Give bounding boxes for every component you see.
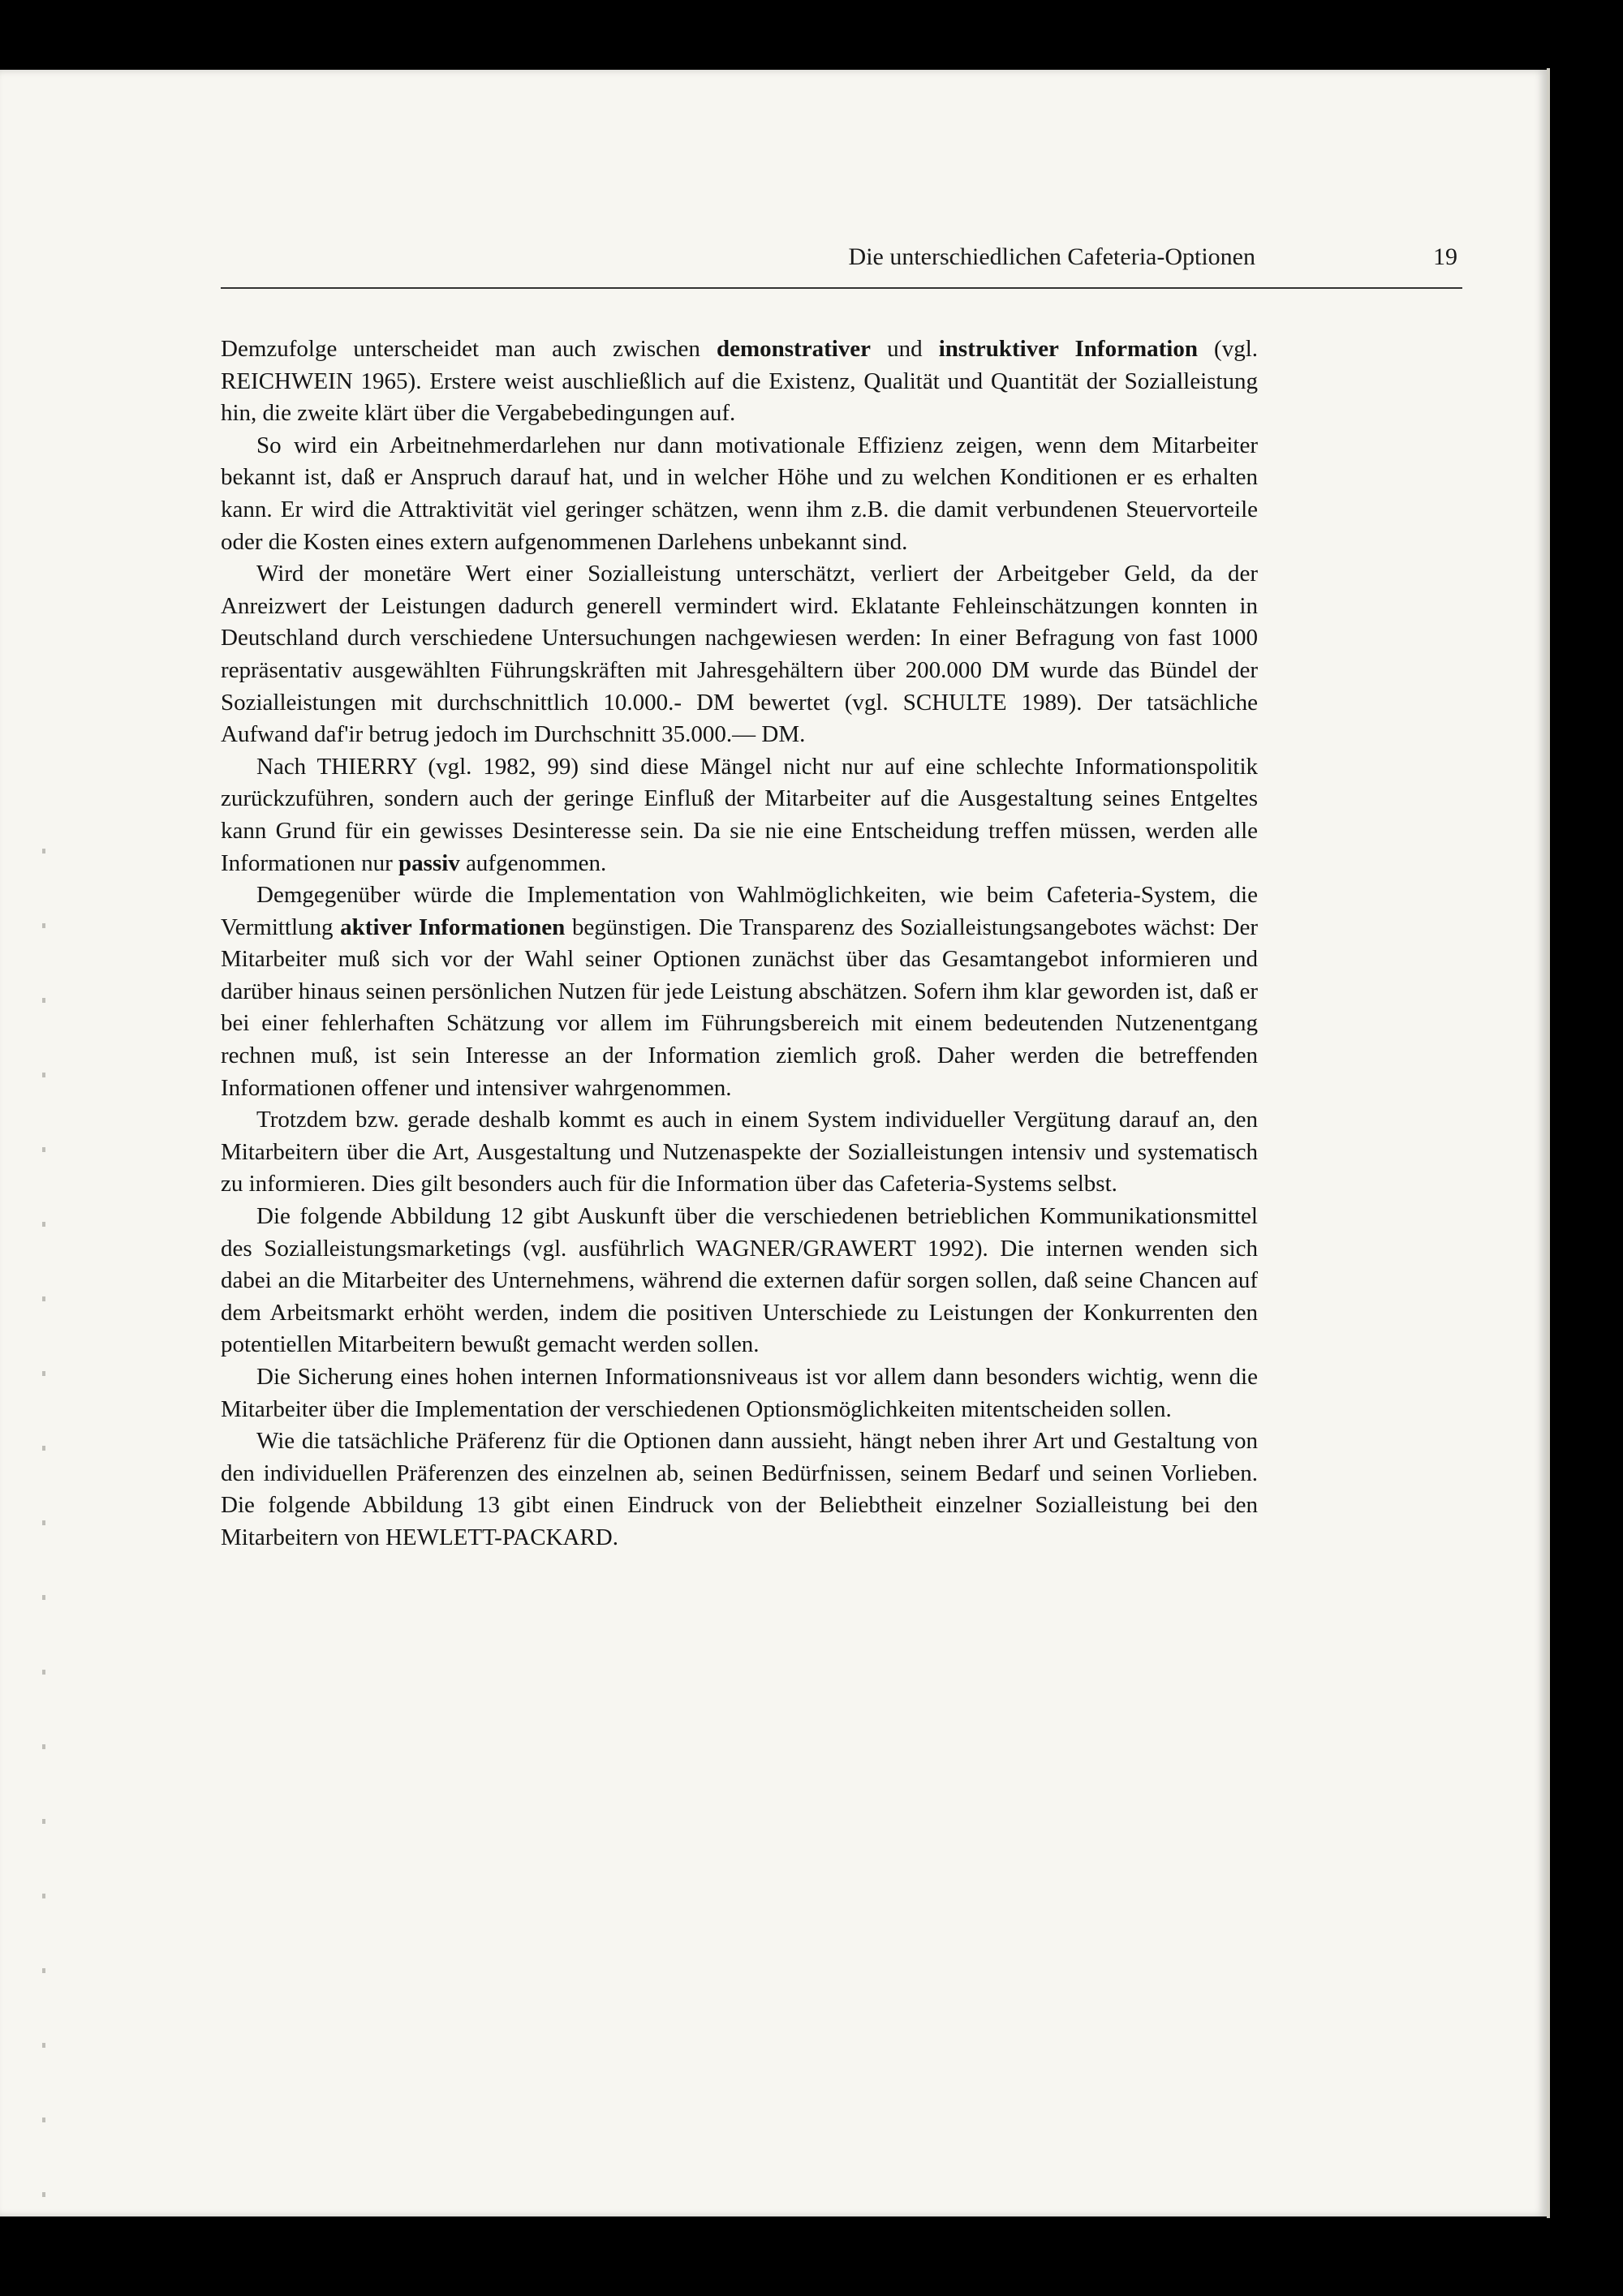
page-edge [1547, 68, 1550, 2218]
book-page [0, 70, 1547, 2216]
text-run: aufgenommen. [459, 849, 607, 876]
paragraph [221, 879, 1258, 1104]
paragraph: Wird der monetäre Wert einer Sozialleistung unterschätzt, verliert der Arbeitgeber Geld, da der Anreizwert der Leistungen dadurch generell vermindert wird. Eklatante Fehleinschätzungen konnten in Deutschland durch verschiedene Untersuchungen nachgewiesen werden: In einer Befragung von fast 1000 repräsentativ ausgewählten Führungskräften mit Jahresgehältern über 200.000 DM wurde das Bündel der Sozialleistungen mit durchschnittlich 10.000.- DM bewertet (vgl. SCHULTE 1989). Der tatsächliche Aufwand daf'ir betrug jedoch im Durchschnitt 35.000.— DM. [221, 561, 1258, 748]
bold-term: demonstrativer [716, 336, 872, 362]
text-run: Demgegenüber würde die Implementation von Wahlmöglichkeiten, wie beim Cafeteria-System, die Vermittlung [221, 882, 1258, 940]
paragraph: Trotzdem bzw. gerade deshalb kommt es auch in einem System individueller Vergütung darauf an, den Mitarbeitern über die Art, Ausgestaltung und Nutzenaspekte der Sozialleistungen intensiv und systematisch zu informieren. Dies gilt besonders auch für die Information über das Cafeteria-Systems selbst. [221, 1107, 1258, 1197]
bold-term: instruktiver Information [938, 336, 1198, 362]
text-run: und [871, 336, 939, 362]
page-number: 19 [1433, 243, 1457, 270]
text-run: (vgl. REICHWEIN 1965). Erstere weist auschließlich auf die Existenz, Qualität und Quantität der Sozialleistung hin, die zweite klärt über die Vergabebedingungen auf. [221, 336, 1259, 427]
paragraph: Die folgende Abbildung 12 gibt Auskunft über die verschiedenen betrieblichen Kommunikationsmittel des Sozialleistungsmarketings (vgl. ausführlich WAGNER/GRAWERT 1992). Die internen wenden sich dabei an die Mitarbeiter des Unternehmens, während die externen dafür sorgen sollen, daß seine Chancen auf dem Arbeitsmarkt erhöht werden, indem die positiven Unterschiede zu Leistungen der Konkurrenten den potentiellen Mitarbeitern bewußt gemacht werden sollen. [221, 1203, 1258, 1358]
running-title: Die unterschiedlichen Cafeteria-Optionen [848, 243, 1255, 270]
binding-marks [42, 849, 45, 2228]
body-text [221, 333, 1258, 1554]
bold-term: aktiver Informationen [340, 914, 566, 940]
paragraph: So wird ein Arbeitnehmerdarlehen nur dann motivationale Effizienz zeigen, wenn dem Mitarbeiter bekannt ist, daß er Anspruch darauf hat, und in welcher Höhe und zu welchen Konditionen er es erhalten kann. Er wird die Attraktivität viel geringer schätzen, wenn ihm z.B. die damit verbundenen Steuervorteile oder die Kosten eines extern aufgenommenen Darlehens unbekannt sind. [221, 432, 1258, 555]
paragraph [221, 333, 1258, 430]
paragraph: Wie die tatsächliche Präferenz für die Optionen dann aussieht, hängt neben ihrer Art und Gestaltung von den individuellen Präferenzen des einzelnen ab, seinen Bedürfnissen, seinem Bedarf und seinen Vorlieben. Die folgende Abbildung 13 gibt einen Eindruck von der Beliebtheit einzelner Sozialleistung bei den Mitarbeitern von HEWLETT-PACKARD. [221, 1428, 1258, 1550]
paragraph: Die Sicherung eines hohen internen Informationsniveaus ist vor allem dann besonders wichtig, wenn die Mitarbeiter über die Implementation der verschiedenen Optionsmöglichkeiten mitentscheiden sollen. [221, 1364, 1258, 1422]
paragraph [221, 751, 1258, 879]
text-run: Nach THIERRY (vgl. 1982, 99) sind diese Mängel nicht nur auf eine schlechte Informationspolitik zurückzuführen, sondern auch der geringe Einfluß der Mitarbeiter auf die Ausgestaltung seines Entgeltes kann Grund für ein gewisses Desinteresse sein. Da sie nie eine Entscheidung treffen müssen, werden alle Informationen nur [221, 753, 1258, 876]
bold-term: passiv [398, 849, 460, 876]
text-run: begünstigen. Die Transparenz des Sozialleistungsangebotes wächst: Der Mitarbeiter muß sich vor der Wahl seiner Optionen zunächst über das Gesamtangebot informieren und darüber hinaus seinen persönlichen Nutzen für jede Leistung abschätzen. Sofern ihm klar geworden ist, daß er bei einer fehlerhaften Schätzung vor allem im Führungsbereich mit einem bedeutenden Nutzenentgang rechnen muß, ist sein Interesse an der Information ziemlich groß. Daher werden die betreffenden Informationen offener und intensiver wahrgenommen. [221, 914, 1258, 1101]
running-header [221, 240, 1462, 289]
text-run: Demzufolge unterscheidet man auch zwischen [221, 336, 717, 362]
